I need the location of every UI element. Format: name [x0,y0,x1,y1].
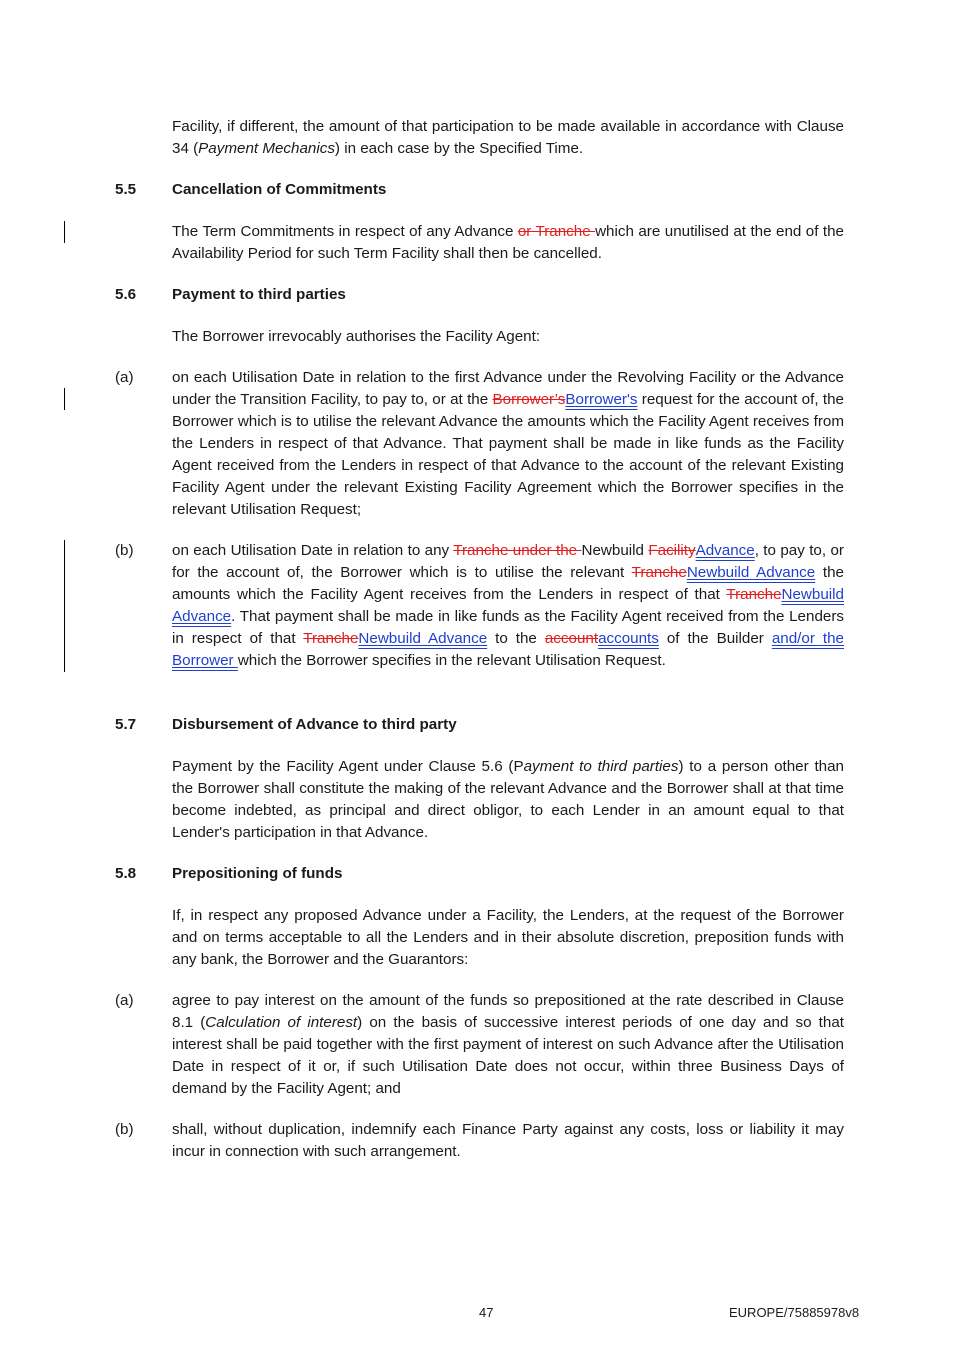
text-run: to the [487,630,545,647]
inserted-text: Newbuild Advance [686,564,816,581]
change-bar [64,221,65,243]
deleted-text: account [544,630,599,647]
intro-text-end: ) in each case by the Specified Time. [334,140,584,157]
section-5-8-lead: If, in respect any proposed Advance under a Facility, the Lenders, at the request of the Borrower and on terms acceptable to all the Lenders and in their absolute discretion, preposition funds with any bank, the Borrower and the Guarantors: [172,907,844,968]
text-run: request for the account of, the Borrower which is to utilise the relevant Advance the amounts which the Facility Agent receives from the Lenders in respect of that Advance. That payment shall be made in like funds as the Facility Agent received from the Lenders in respect of that Advance to the account of the relevant Existing Facility Agent under the relevant Existing Facility Agreement which the Borrower specifies in the relevant Utilisation Request; [172,391,844,518]
inserted-text: and/or the Borrower [172,630,844,669]
inserted-text: Borrower's [565,391,638,408]
text-run: , to pay to, or for the account of, the Borrower which is to utilise the relevant [172,542,844,581]
document-reference: EUROPE/75885978v8 [729,1305,860,1320]
inserted-text: accounts [598,630,659,647]
deleted-text: Tranche [631,564,687,581]
item-label: (b) [115,1121,134,1138]
intro-italic-ref: Payment Mechanics [198,140,335,157]
text-run: The Term Commitments in respect of any Advance [172,223,518,240]
text-run: Payment by the Facility Agent under Clause 5.6 (P [172,758,524,775]
section-title: Payment to third parties [172,286,346,303]
text-run: on each Utilisation Date in relation to any [172,542,454,559]
item-label: (a) [115,992,134,1009]
text-run: of the Builder [658,630,772,647]
item-label: (a) [115,369,134,386]
section-title: Prepositioning of funds [172,865,343,882]
deleted-text: Facility [648,542,696,559]
inserted-text: Newbuild Advance [172,586,844,625]
item-text [172,540,844,672]
deleted-text: or Tranche [517,223,596,240]
text-run: which are unutilised at the end of the Availability Period for such Term Facility shall then be cancelled. [172,223,844,262]
deleted-text: Tranche under the [453,542,582,559]
inserted-text: Advance [695,542,755,559]
change-bar [64,388,65,410]
intro-paragraph [172,116,844,160]
section-number: 5.8 [115,865,137,882]
deleted-text: Borrower’s [492,391,566,408]
item-text [172,990,844,1100]
section-5-5-paragraph [172,221,844,265]
text-run: the amounts which the Facility Agent receives from the Lenders in respect of that [172,564,844,603]
text-run: agree to pay interest on the amount of the funds so prepositioned at the rate described in Clause 8.1 ( [172,992,844,1031]
item-label: (b) [115,542,134,559]
inserted-text: Newbuild Advance [358,630,488,647]
text-run: on each Utilisation Date in relation to the first Advance under the Revolving Facility or the Advance under the Transition Facility, to pay to, or at the [172,369,844,408]
deleted-text: Tranche [303,630,359,647]
change-bar [64,540,65,672]
item-text: shall, without duplication, indemnify each Finance Party against any costs, loss or liability it may incur in connection with such arrangement. [172,1121,844,1160]
italic-ref: Calculation of interest [205,1014,358,1031]
section-title: Cancellation of Commitments [172,181,387,198]
text-run: . That payment shall be made in like funds as the Facility Agent received from the Lenders in respect of that [172,608,844,647]
text-run: which the Borrower specifies in the relevant Utilisation Request. [237,652,666,669]
page-number: 47 [479,1305,494,1320]
section-title: Disbursement of Advance to third party [172,716,457,733]
italic-ref: ayment to third parties [523,758,679,775]
text-run: Newbuild [581,542,649,559]
intro-text: Facility, if different, the amount of that participation to be made available in accordance with Clause 34 ( [172,118,844,157]
section-5-6-lead: The Borrower irrevocably authorises the Facility Agent: [172,328,541,345]
text-run: ) on the basis of successive interest periods of one day and so that interest shall be paid together with the first payment of interest on such Advance after the Utilisation Date in respect of it or, if such Utilisation Date does not occur, within three Business Days of demand by the Facility Agent; and [172,1014,845,1097]
section-number: 5.5 [115,181,137,198]
section-5-7-paragraph [172,756,844,844]
deleted-text: Tranche [726,586,782,603]
section-number: 5.6 [115,286,137,303]
text-run: ) to a person other than the Borrower shall constitute the making of the relevant Advance and the Borrower shall at that time become indebted, as principal and direct obligor, to each Lender in an amount equal to that Lender's participation in that Advance. [172,758,844,841]
section-number: 5.7 [115,716,137,733]
item-text [172,367,844,521]
